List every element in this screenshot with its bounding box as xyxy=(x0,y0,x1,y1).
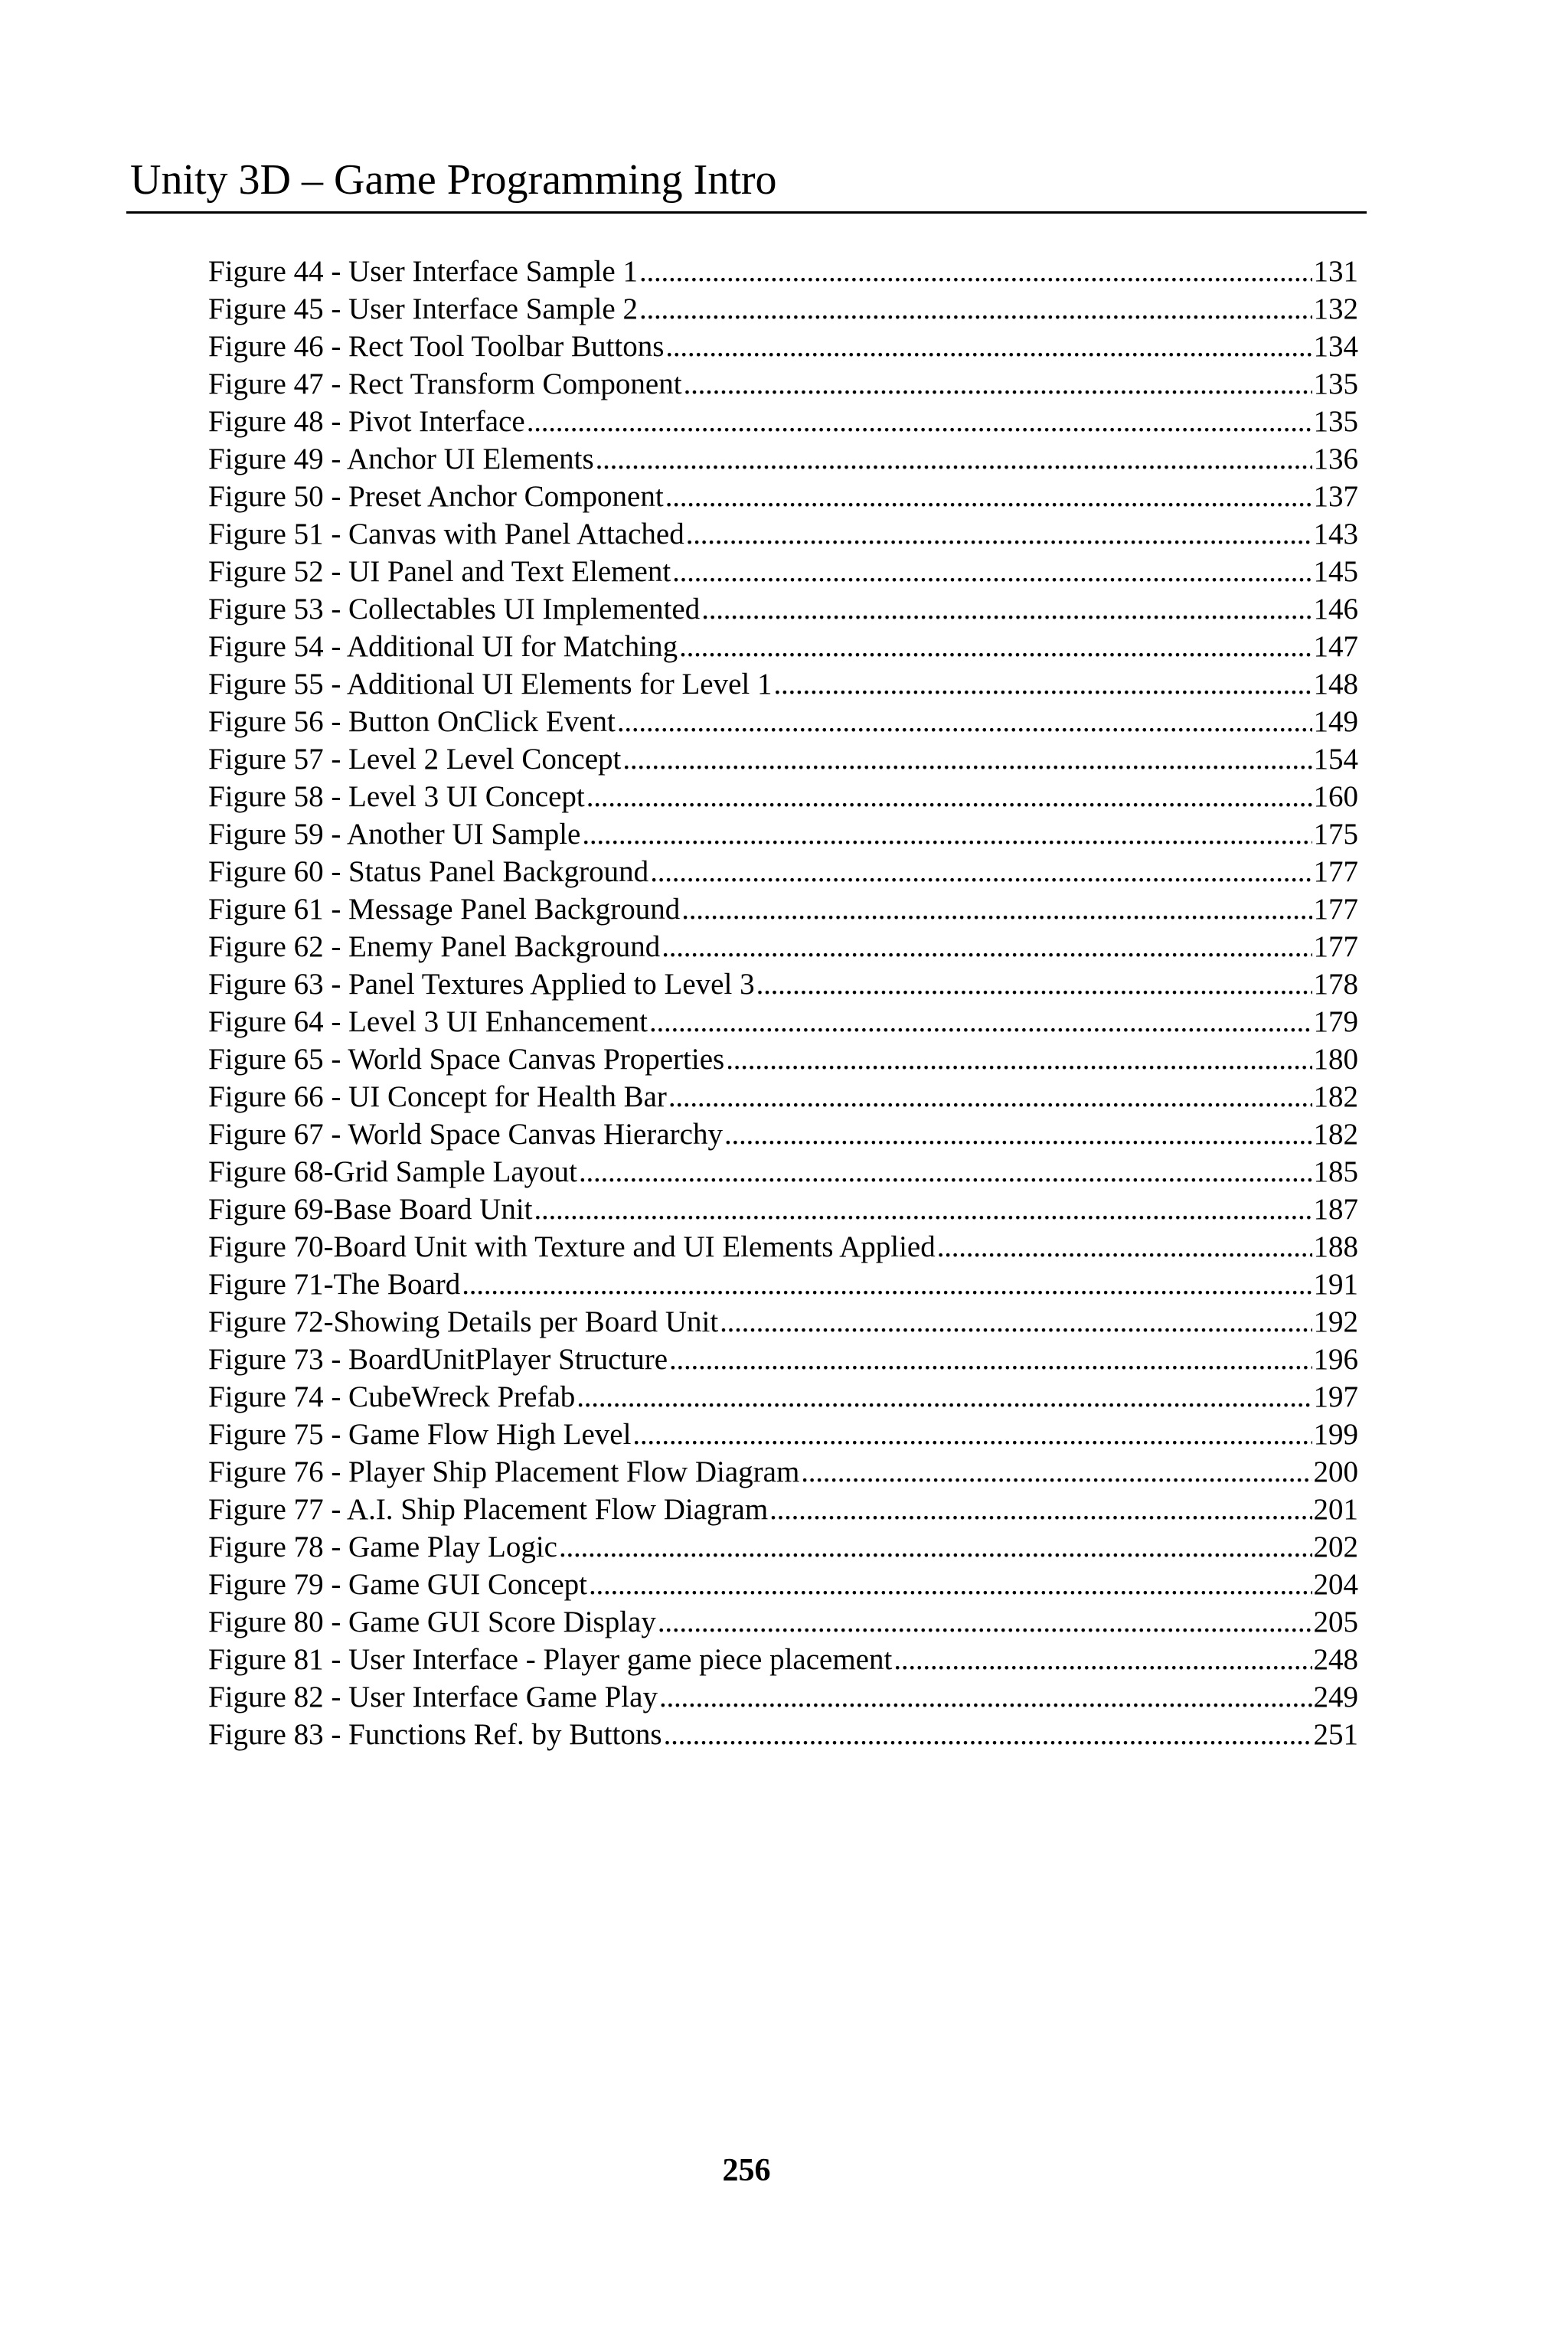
toc-entry-title: Figure 50 - Preset Anchor Component xyxy=(208,480,664,513)
toc-entry-title: Figure 53 - Collectables UI Implemented xyxy=(208,593,701,626)
toc-entry-page-number: 197 xyxy=(1313,1380,1358,1413)
toc-entry-title: Figure 55 - Additional UI Elements for Level 1 xyxy=(208,668,773,701)
toc-entry xyxy=(208,1416,1358,1453)
toc-entry-title: Figure 67 - World Space Canvas Hierarchy xyxy=(208,1118,723,1151)
toc-entry-page-number: 177 xyxy=(1313,930,1358,963)
dot-leader xyxy=(669,1341,1312,1378)
toc-entry-page-number: 191 xyxy=(1313,1268,1358,1301)
toc-entry xyxy=(208,1528,1358,1566)
toc-entry-page-number: 251 xyxy=(1313,1718,1358,1751)
toc-entry-title: Figure 79 - Game GUI Concept xyxy=(208,1568,587,1601)
toc-entry-page-number: 136 xyxy=(1313,443,1358,475)
toc-entry xyxy=(208,1040,1358,1078)
dot-leader xyxy=(617,703,1312,740)
toc-entry-title: Figure 59 - Another UI Sample xyxy=(208,818,581,851)
dot-leader xyxy=(649,1003,1312,1040)
toc-entry-page-number: 149 xyxy=(1313,705,1358,738)
dot-leader xyxy=(724,1116,1312,1153)
toc-entry xyxy=(208,815,1358,853)
dot-leader xyxy=(769,1491,1312,1528)
toc-entry xyxy=(208,1153,1358,1191)
toc-entry-title: Figure 68-Grid Sample Layout xyxy=(208,1155,577,1188)
toc-entry-title: Figure 66 - UI Concept for Health Bar xyxy=(208,1080,667,1113)
toc-entry xyxy=(208,1266,1358,1303)
toc-entry-page-number: 148 xyxy=(1313,668,1358,701)
toc-entry-page-number: 132 xyxy=(1313,292,1358,325)
list-of-figures xyxy=(208,253,1358,1753)
toc-entry xyxy=(208,1453,1358,1491)
toc-entry xyxy=(208,478,1358,515)
toc-entry xyxy=(208,778,1358,815)
toc-entry-page-number: 143 xyxy=(1313,518,1358,550)
running-header-title: Unity 3D – Game Programming Intro xyxy=(130,156,777,204)
toc-entry xyxy=(208,1191,1358,1228)
toc-entry-page-number: 177 xyxy=(1313,855,1358,888)
dot-leader xyxy=(679,628,1312,665)
toc-entry-title: Figure 81 - User Interface - Player game piece placement xyxy=(208,1643,893,1676)
toc-entry-page-number: 192 xyxy=(1313,1305,1358,1338)
dot-leader xyxy=(658,1603,1312,1641)
toc-entry xyxy=(208,515,1358,553)
toc-entry-title: Figure 76 - Player Ship Placement Flow Diagram xyxy=(208,1455,800,1488)
toc-entry-page-number: 147 xyxy=(1313,630,1358,663)
dot-leader xyxy=(756,965,1312,1003)
toc-entry-title: Figure 75 - Game Flow High Level xyxy=(208,1418,632,1451)
dot-leader xyxy=(639,253,1312,290)
toc-entry-page-number: 180 xyxy=(1313,1043,1358,1076)
toc-entry xyxy=(208,965,1358,1003)
toc-entry-title: Figure 71-The Board xyxy=(208,1268,461,1301)
toc-entry xyxy=(208,1491,1358,1528)
toc-entry-page-number: 160 xyxy=(1313,780,1358,813)
toc-entry xyxy=(208,1341,1358,1378)
toc-entry-page-number: 145 xyxy=(1313,555,1358,588)
toc-entry-title: Figure 78 - Game Play Logic xyxy=(208,1530,557,1563)
dot-leader xyxy=(596,440,1312,478)
toc-entry xyxy=(208,1603,1358,1641)
toc-entry xyxy=(208,853,1358,890)
toc-entry xyxy=(208,1678,1358,1716)
toc-entry-page-number: 175 xyxy=(1313,818,1358,851)
toc-entry-title: Figure 49 - Anchor UI Elements xyxy=(208,443,594,475)
toc-entry-title: Figure 65 - World Space Canvas Properties xyxy=(208,1043,725,1076)
toc-entry-title: Figure 64 - Level 3 UI Enhancement xyxy=(208,1005,648,1038)
toc-entry-title: Figure 74 - CubeWreck Prefab xyxy=(208,1380,576,1413)
dot-leader xyxy=(662,928,1312,965)
toc-entry xyxy=(208,1303,1358,1341)
toc-entry-page-number: 182 xyxy=(1313,1118,1358,1151)
toc-entry xyxy=(208,665,1358,703)
toc-entry xyxy=(208,890,1358,928)
toc-entry xyxy=(208,928,1358,965)
toc-entry-page-number: 134 xyxy=(1313,330,1358,363)
toc-entry xyxy=(208,403,1358,440)
toc-entry-title: Figure 60 - Status Panel Background xyxy=(208,855,649,888)
dot-leader xyxy=(774,665,1312,703)
toc-entry-page-number: 199 xyxy=(1313,1418,1358,1451)
toc-entry-title: Figure 54 - Additional UI for Matching xyxy=(208,630,678,663)
toc-entry-page-number: 249 xyxy=(1313,1681,1358,1713)
toc-entry xyxy=(208,440,1358,478)
dot-leader xyxy=(672,553,1312,590)
dot-leader xyxy=(681,890,1312,928)
toc-entry-page-number: 177 xyxy=(1313,893,1358,926)
dot-leader xyxy=(726,1040,1312,1078)
dot-leader xyxy=(534,1191,1312,1228)
toc-entry-title: Figure 80 - Game GUI Score Display xyxy=(208,1606,656,1638)
toc-entry-title: Figure 62 - Enemy Panel Background xyxy=(208,930,661,963)
toc-entry-page-number: 179 xyxy=(1313,1005,1358,1038)
toc-entry xyxy=(208,290,1358,328)
dot-leader xyxy=(659,1678,1312,1716)
dot-leader xyxy=(589,1566,1312,1603)
dot-leader xyxy=(893,1641,1312,1678)
toc-entry-page-number: 188 xyxy=(1313,1230,1358,1263)
toc-entry xyxy=(208,1116,1358,1153)
toc-entry-title: Figure 77 - A.I. Ship Placement Flow Diagram xyxy=(208,1493,769,1526)
dot-leader xyxy=(632,1416,1312,1453)
toc-entry xyxy=(208,328,1358,365)
toc-entry-page-number: 200 xyxy=(1313,1455,1358,1488)
dot-leader xyxy=(686,515,1312,553)
toc-entry xyxy=(208,1378,1358,1416)
toc-entry xyxy=(208,1566,1358,1603)
toc-entry-page-number: 205 xyxy=(1313,1606,1358,1638)
dot-leader xyxy=(559,1528,1312,1566)
toc-entry-title: Figure 70-Board Unit with Texture and UI Elements Applied xyxy=(208,1230,936,1263)
toc-entry-page-number: 137 xyxy=(1313,480,1358,513)
header-divider xyxy=(126,211,1367,214)
dot-leader xyxy=(622,740,1312,778)
toc-entry xyxy=(208,703,1358,740)
toc-entry-page-number: 182 xyxy=(1313,1080,1358,1113)
toc-entry-title: Figure 48 - Pivot Interface xyxy=(208,405,525,438)
toc-entry-title: Figure 63 - Panel Textures Applied to Level 3 xyxy=(208,968,755,1001)
toc-entry xyxy=(208,365,1358,403)
toc-entry-title: Figure 58 - Level 3 UI Concept xyxy=(208,780,585,813)
dot-leader xyxy=(639,290,1312,328)
dot-leader xyxy=(937,1228,1312,1266)
toc-entry-page-number: 146 xyxy=(1313,593,1358,626)
toc-entry xyxy=(208,1716,1358,1753)
toc-entry xyxy=(208,1078,1358,1116)
dot-leader xyxy=(586,778,1312,815)
toc-entry-page-number: 178 xyxy=(1313,968,1358,1001)
toc-entry-title: Figure 45 - User Interface Sample 2 xyxy=(208,292,638,325)
toc-entry-title: Figure 44 - User Interface Sample 1 xyxy=(208,255,638,288)
toc-entry-page-number: 131 xyxy=(1313,255,1358,288)
toc-entry-title: Figure 52 - UI Panel and Text Element xyxy=(208,555,671,588)
toc-entry-title: Figure 69-Base Board Unit xyxy=(208,1193,533,1226)
toc-entry-title: Figure 47 - Rect Transform Component xyxy=(208,368,682,400)
toc-entry-page-number: 248 xyxy=(1313,1643,1358,1676)
toc-entry-page-number: 196 xyxy=(1313,1343,1358,1376)
toc-entry-page-number: 187 xyxy=(1313,1193,1358,1226)
dot-leader xyxy=(650,853,1312,890)
toc-entry xyxy=(208,1641,1358,1678)
toc-entry-title: Figure 56 - Button OnClick Event xyxy=(208,705,616,738)
toc-entry-title: Figure 57 - Level 2 Level Concept xyxy=(208,743,622,776)
page-number: 256 xyxy=(722,2153,771,2188)
toc-entry-page-number: 185 xyxy=(1313,1155,1358,1188)
dot-leader xyxy=(582,815,1312,853)
dot-leader xyxy=(701,590,1312,628)
toc-entry xyxy=(208,553,1358,590)
toc-entry-page-number: 201 xyxy=(1313,1493,1358,1526)
dot-leader xyxy=(720,1303,1312,1341)
toc-entry xyxy=(208,740,1358,778)
toc-entry-title: Figure 61 - Message Panel Background xyxy=(208,893,681,926)
dot-leader xyxy=(665,478,1312,515)
dot-leader xyxy=(664,1716,1312,1753)
dot-leader xyxy=(462,1266,1312,1303)
dot-leader xyxy=(665,328,1312,365)
dot-leader xyxy=(801,1453,1312,1491)
toc-entry-page-number: 154 xyxy=(1313,743,1358,776)
dot-leader xyxy=(577,1378,1312,1416)
dot-leader xyxy=(579,1153,1312,1191)
dot-leader xyxy=(684,365,1312,403)
toc-entry xyxy=(208,628,1358,665)
toc-entry-title: Figure 72-Showing Details per Board Unit xyxy=(208,1305,719,1338)
toc-entry xyxy=(208,253,1358,290)
toc-entry-title: Figure 83 - Functions Ref. by Buttons xyxy=(208,1718,662,1751)
toc-entry-title: Figure 46 - Rect Tool Toolbar Buttons xyxy=(208,330,665,363)
toc-entry xyxy=(208,1228,1358,1266)
toc-entry-title: Figure 51 - Canvas with Panel Attached xyxy=(208,518,684,550)
toc-entry xyxy=(208,1003,1358,1040)
toc-entry xyxy=(208,590,1358,628)
toc-entry-page-number: 135 xyxy=(1313,368,1358,400)
toc-entry-title: Figure 82 - User Interface Game Play xyxy=(208,1681,658,1713)
toc-entry-page-number: 202 xyxy=(1313,1530,1358,1563)
toc-entry-page-number: 204 xyxy=(1313,1568,1358,1601)
dot-leader xyxy=(527,403,1312,440)
dot-leader xyxy=(668,1078,1312,1116)
toc-entry-title: Figure 73 - BoardUnitPlayer Structure xyxy=(208,1343,668,1376)
toc-entry-page-number: 135 xyxy=(1313,405,1358,438)
